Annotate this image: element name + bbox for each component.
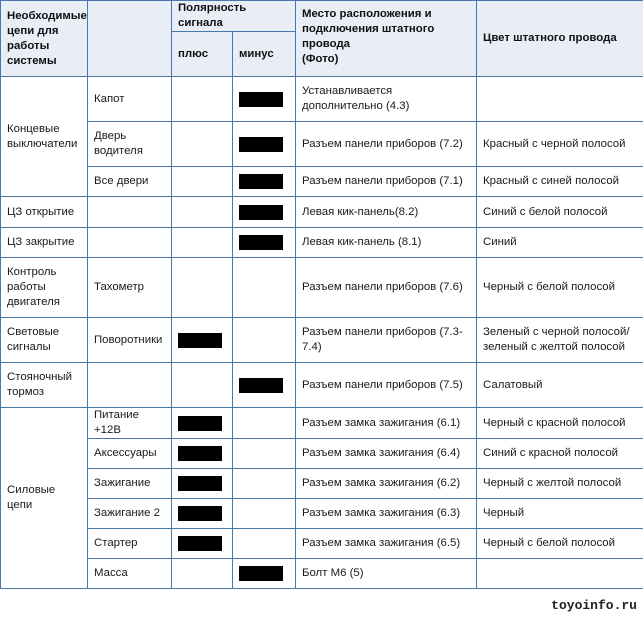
header-circuits: Необходимые цепи для работы системы [1, 1, 88, 77]
header-location: Место расположения и подключения штатного провода (Фото) [296, 1, 477, 77]
plus-cell [172, 529, 233, 559]
color-cell: Черный с белой полосой [477, 258, 643, 318]
minus-cell [233, 318, 296, 363]
group-cell: ЦЗ закрытие [1, 228, 88, 258]
table-row [1, 167, 643, 197]
plus-marker [178, 446, 222, 461]
watermark: toyoinfo.ru [551, 598, 637, 613]
plus-cell [172, 469, 233, 499]
header-circuits-sub [88, 1, 172, 77]
plus-cell [172, 559, 233, 589]
header-polarity: Полярность сигнала [172, 1, 296, 32]
group-cell: Концевые выключатели [1, 77, 88, 197]
color-cell: Красный с синей полосой [477, 167, 643, 197]
minus-cell [233, 167, 296, 197]
header-plus: плюс [172, 32, 233, 77]
table-row [1, 77, 643, 122]
minus-cell [233, 258, 296, 318]
minus-marker [239, 378, 283, 393]
plus-marker [178, 536, 222, 551]
table-row [1, 122, 643, 167]
minus-marker [239, 137, 283, 152]
plus-cell [172, 318, 233, 363]
minus-cell [233, 122, 296, 167]
plus-cell [172, 167, 233, 197]
color-cell [477, 559, 643, 589]
plus-cell [172, 197, 233, 228]
plus-marker [178, 506, 222, 521]
sub-cell: Все двери [88, 167, 172, 197]
plus-marker [178, 333, 222, 348]
minus-cell [233, 197, 296, 228]
color-cell: Черный с красной полосой [477, 408, 643, 439]
table-row [1, 258, 643, 318]
location-cell: Разъем панели приборов (7.2) [296, 122, 477, 167]
color-cell: Черный [477, 499, 643, 529]
color-cell: Синий [477, 228, 643, 258]
table-row [1, 439, 643, 469]
group-cell: Стояночный тормоз [1, 363, 88, 408]
plus-cell [172, 258, 233, 318]
location-cell: Разъем замка зажигания (6.1) [296, 408, 477, 439]
minus-cell [233, 363, 296, 408]
color-cell: Синий с белой полосой [477, 197, 643, 228]
color-cell: Красный с черной полосой [477, 122, 643, 167]
location-cell: Разъем замка зажигания (6.2) [296, 469, 477, 499]
location-cell: Разъем замка зажигания (6.5) [296, 529, 477, 559]
sub-cell: Стартер [88, 529, 172, 559]
minus-cell [233, 439, 296, 469]
plus-cell [172, 439, 233, 469]
table-row [1, 363, 643, 408]
color-cell: Черный с белой полосой [477, 529, 643, 559]
sub-cell [88, 228, 172, 258]
sub-cell: Зажигание 2 [88, 499, 172, 529]
group-cell: Силовые цепи [1, 408, 88, 589]
group-cell: Контроль работы двигателя [1, 258, 88, 318]
minus-cell [233, 499, 296, 529]
plus-cell [172, 228, 233, 258]
location-cell: Разъем замка зажигания (6.3) [296, 499, 477, 529]
table-row [1, 529, 643, 559]
table-row [1, 197, 643, 228]
sub-cell [88, 363, 172, 408]
plus-cell [172, 363, 233, 408]
group-cell: ЦЗ открытие [1, 197, 88, 228]
sub-cell: Масса [88, 559, 172, 589]
table-row [1, 318, 643, 363]
minus-marker [239, 174, 283, 189]
table-row [1, 499, 643, 529]
sub-cell: Тахометр [88, 258, 172, 318]
sub-cell: Питание +12В [88, 408, 172, 439]
minus-cell [233, 228, 296, 258]
table-row [1, 559, 643, 589]
sub-cell: Аксессуары [88, 439, 172, 469]
header-minus: минус [233, 32, 296, 77]
location-cell: Устанавливается дополнительно (4.3) [296, 77, 477, 122]
minus-marker [239, 235, 283, 250]
header-color: Цвет штатного провода [477, 1, 643, 77]
location-cell: Левая кик-панель(8.2) [296, 197, 477, 228]
color-cell: Зеленый с черной полосой/ зеленый с желтой полосой [477, 318, 643, 363]
location-cell: Разъем замка зажигания (6.4) [296, 439, 477, 469]
location-cell: Разъем панели приборов (7.3-7.4) [296, 318, 477, 363]
minus-marker [239, 92, 283, 107]
color-cell: Черный с желтой полосой [477, 469, 643, 499]
plus-marker [178, 416, 222, 431]
plus-cell [172, 408, 233, 439]
minus-marker [239, 205, 283, 220]
sub-cell: Поворотники [88, 318, 172, 363]
sub-cell: Зажигание [88, 469, 172, 499]
minus-cell [233, 529, 296, 559]
minus-cell [233, 77, 296, 122]
table-row [1, 228, 643, 258]
table-row [1, 408, 643, 439]
color-cell: Салатовый [477, 363, 643, 408]
sub-cell: Дверь водителя [88, 122, 172, 167]
color-cell: Синий с красной полосой [477, 439, 643, 469]
location-cell: Разъем панели приборов (7.5) [296, 363, 477, 408]
location-cell: Левая кик-панель (8.1) [296, 228, 477, 258]
minus-cell [233, 559, 296, 589]
location-cell: Болт М6 (5) [296, 559, 477, 589]
color-cell [477, 77, 643, 122]
minus-marker [239, 566, 283, 581]
table-row [1, 469, 643, 499]
plus-cell [172, 122, 233, 167]
sub-cell: Капот [88, 77, 172, 122]
group-cell: Световые сигналы [1, 318, 88, 363]
location-cell: Разъем панели приборов (7.1) [296, 167, 477, 197]
sub-cell [88, 197, 172, 228]
minus-cell [233, 469, 296, 499]
plus-cell [172, 77, 233, 122]
plus-marker [178, 476, 222, 491]
plus-cell [172, 499, 233, 529]
minus-cell [233, 408, 296, 439]
location-cell: Разъем панели приборов (7.6) [296, 258, 477, 318]
